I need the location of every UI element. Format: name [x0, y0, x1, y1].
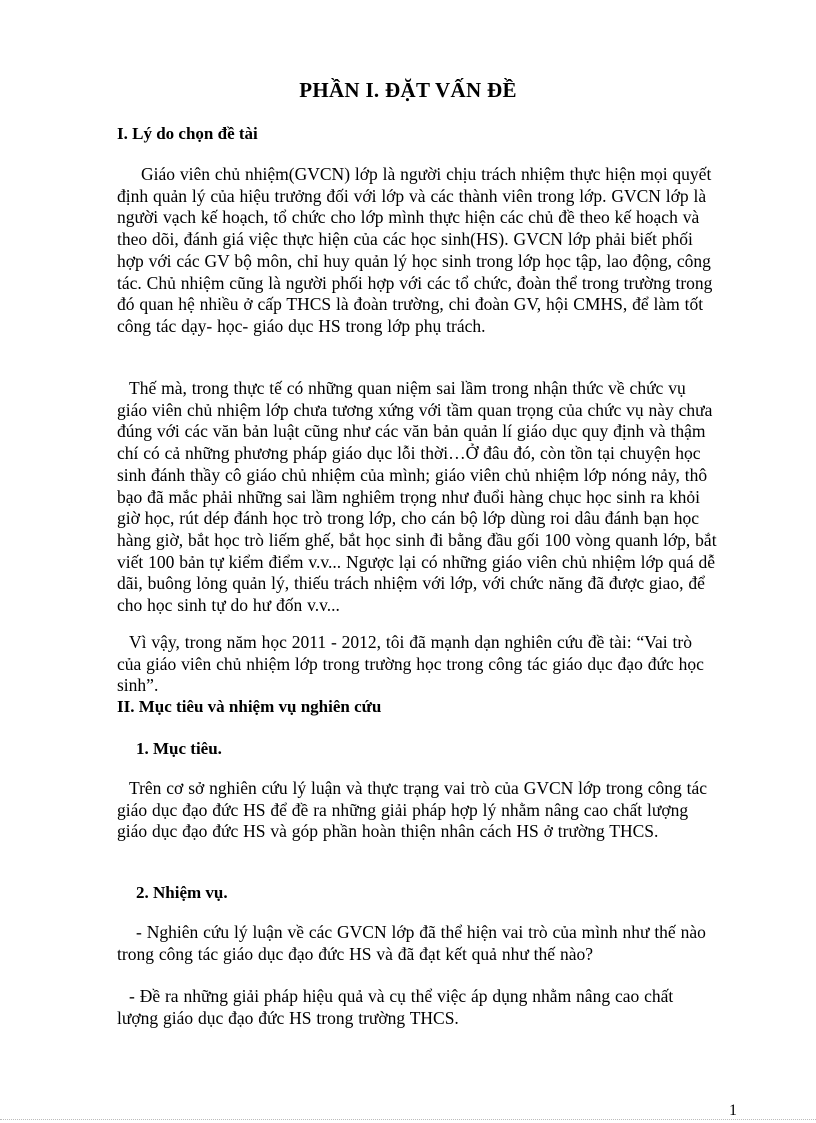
section-2-heading: II. Mục tiêu và nhiệm vụ nghiên cứu	[117, 697, 382, 716]
page-number: 1	[729, 1102, 737, 1119]
section-1-heading: I. Lý do chọn đề tài	[117, 124, 258, 143]
section-1-paragraph-1: Giáo viên chủ nhiệm(GVCN) lớp là người chịu trách nhiệm thực hiện mọi quyết định quản lý của hiệu trưởng đối với lớp và các thành viên trong lớp. GVCN lớp là người vạch kế hoạch, tổ chức cho lớp mình thực hiện các chủ đề theo kế hoạch và theo dõi, đánh giá việc thực hiện của các học sinh(HS). GVCN lớp phải biết phối hợp với các GV bộ môn, chỉ huy quản lý học sinh trong lớp học tập, lao động, công tác. Chủ nhiệm cũng là người phối hợp với các tổ chức, đoàn thể trong trường trong đó quan hệ nhiều ở cấp THCS là đoàn trường, chi đoàn GV, hội CMHS, để làm tốt công tác dạy- học- giáo dục HS trong lớp phụ trách.	[117, 164, 713, 336]
section-1-paragraph-3: Vì vậy, trong năm học 2011 - 2012, tôi đã mạnh dạn nghiên cứu đề tài: “Vai trò của giáo viên chủ nhiệm lớp trong trường học trong công tác giáo dục đạo đức học sinh”.	[117, 632, 704, 696]
page-bottom-divider	[0, 1119, 816, 1120]
subsection-2-item-2: - Đề ra những giải pháp hiệu quả và cụ thể việc áp dụng nhằm nâng cao chất lượng giáo dục đạo đức HS trong trường THCS.	[117, 986, 674, 1028]
subsection-1-heading: 1. Mục tiêu.	[136, 739, 222, 758]
page-title: PHẦN I. ĐẶT VẤN ĐỀ	[299, 78, 517, 102]
subsection-2-item-1: - Nghiên cứu lý luận về các GVCN lớp đã thể hiện vai trò của mình như thế nào trong công tác giáo dục đạo đức HS và đã đạt kết quả như thế nào?	[117, 922, 706, 964]
subsection-2-heading: 2. Nhiệm vụ.	[136, 883, 228, 902]
subsection-1-paragraph: Trên cơ sở nghiên cứu lý luận và thực trạng vai trò của GVCN lớp trong công tác giáo dục đạo đức HS để đề ra những giải pháp hợp lý nhằm nâng cao chất lượng giáo dục đạo đức HS và góp phần hoàn thiện nhân cách HS ở trường THCS.	[117, 778, 708, 842]
section-1-paragraph-2: Thế mà, trong thực tế có những quan niệm sai lầm trong nhận thức về chức vụ giáo viên chủ nhiệm lớp chưa tương xứng với tầm quan trọng của chức vụ này chưa đúng với các văn bản luật cũng như các văn bản quản lí giáo dục quy định và thậm chí có cả những phương pháp giáo dục lỗi thời…Ở đâu đó, còn tồn tại chuyện học sinh đánh thầy cô giáo chủ nhiệm của mình; giáo viên chủ nhiệm lớp nóng nảy, thô bạo đã mắc phải những sai lầm nghiêm trọng như đuổi hàng chục học sinh ra khỏi giờ học, rút dép đánh học trò trong lớp, cho cán bộ lớp dùng roi dâu đánh bạn học hàng giờ, bắt học trò liếm ghế, bắt học sinh đi bằng đầu gối 100 vòng quanh lớp, bắt viết 100 bản tự kiểm điểm v.v... Ngược lại có những giáo viên chủ nhiệm lớp quá dễ dãi, buông lỏng quản lý, thiếu trách nhiệm với lớp, với chức năng đã được giao, để cho học sinh tự do hư đốn v.v...	[117, 378, 717, 616]
